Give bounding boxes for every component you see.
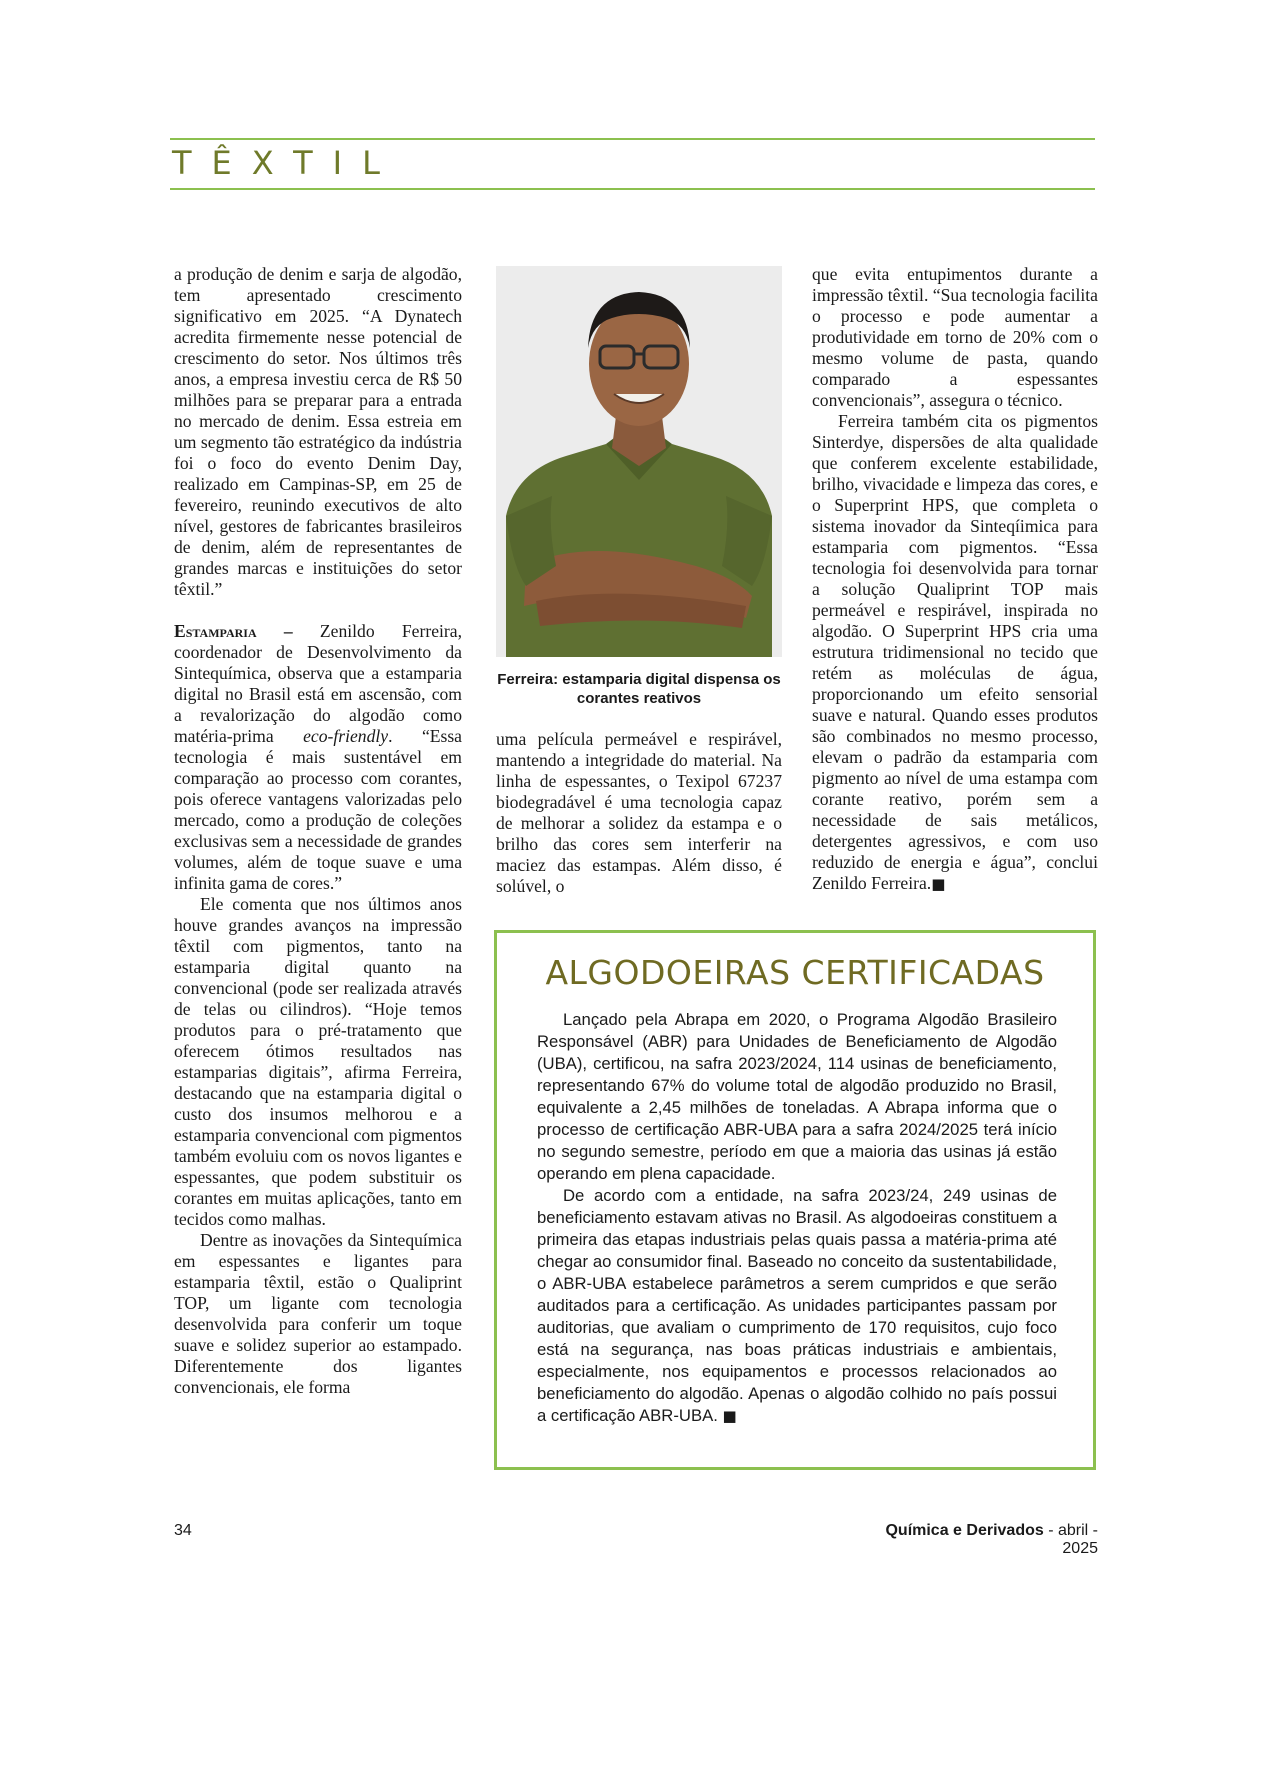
col1-paragraph-1: a produção de denim e sarja de algodão, tem apresentado crescimento significativo em 2025. “A Dynatech acredita firmemente nesse potencial de crescimento do setor. Nos últimos três anos, a empresa investiu cerca de R$ 50 milhões para se preparar para a entrada no mercado de denim. Essa estreia em um segmento tão estratégico da indústria foi o foco do evento Denim Day, realizado em Campinas-SP, em 25 de fevereiro, reunindo executivos de alto nível, gestores de fabricantes brasileiros de denim, além de representantes de grandes marcas e instituições do setor têxtil.” bbox=[174, 264, 462, 599]
end-mark-icon: ■ bbox=[931, 875, 946, 893]
article-column-1 bbox=[174, 264, 462, 1398]
portrait-photo bbox=[496, 266, 782, 657]
portrait-illustration bbox=[496, 266, 782, 657]
box-end-mark-icon: ■ bbox=[722, 1407, 737, 1425]
col1-paragraph-2 bbox=[174, 621, 462, 894]
article-column-2 bbox=[496, 729, 782, 897]
col1-paragraph-3: Ele comenta que nos últimos anos houve grandes avanços na impressão têxtil com pigmentos, tanto na estamparia digital quanto na convencional (pode ser realizada através de telas ou cilindros). “Hoje temos produtos para o pré-tratamento que oferecem ótimos resultados nas estamparias digitais”, afirma Ferreira, destacando que na estamparia digital o custo dos insumos melhorou e a estamparia convencional com pigmentos também evoluiu com os novos ligantes e espessantes, que podem substituir os corantes em muitas aplicações, tanto em tecidos como malhas. bbox=[174, 894, 462, 1229]
sidebar-box-paragraph-2-text: De acordo com a entidade, na safra 2023/24, 249 usinas de beneficiamento estavam ativas no Brasil. As algodoeiras constituem a primeira das etapas industriais pelas quais passa a matéria-prima até chegar ao consumidor final. Baseado no conceito da sustentabilidade, o ABR-UBA estabelece parâmetros a serem cumpridos e que serão auditados para a certificação. As unidades participantes passam por auditorias, que avaliam o cumprimento de 170 requisitos, cujo foco está na segurança, nas boas práticas industriais e ambientais, especialmente, nos equipamentos e processos relacionados ao beneficiamento do algodão. Apenas o algodão colhido no país possui a certificação ABR-UBA. bbox=[537, 1186, 1057, 1425]
sidebar-box bbox=[494, 930, 1096, 1470]
col1-paragraph-2-text-a: Zenildo Ferreira, coordenador de Desenvolvimento da Sintequímica, observa que a estamparia digital no Brasil está em ascensão, com a revalorização do algodão como matéria-prima bbox=[174, 621, 462, 746]
publication-name: Química e Derivados bbox=[885, 1522, 1044, 1539]
col2-paragraph-1: uma película permeável e respirável, mantendo a integridade do material. Na linha de espessantes, o Texipol 67237 biodegradável é uma tecnologia capaz de melhorar a solidez da estampa e o brilho das cores sem interferir na maciez das estampas. Além disso, é solúvel, o bbox=[496, 729, 782, 896]
section-title: TÊXTIL bbox=[172, 144, 400, 182]
subhead-estamparia: Estamparia – bbox=[174, 621, 293, 641]
header-bottom-rule bbox=[170, 188, 1095, 190]
header-top-rule bbox=[170, 138, 1095, 140]
col1-paragraph-2-emphasis: eco-friendly bbox=[303, 726, 389, 746]
article-column-3 bbox=[812, 264, 1098, 895]
sidebar-box-paragraph-2 bbox=[537, 1185, 1057, 1427]
sidebar-box-title: ALGODOEIRAS CERTIFICADAS bbox=[545, 953, 1045, 992]
publication-date: - abril - 2025 bbox=[1043, 1522, 1098, 1557]
publication-footer bbox=[866, 1522, 1098, 1558]
col3-paragraph-2-text: Ferreira também cita os pigmentos Sinterdye, dispersões de alta qualidade que conferem excelente estabilidade, brilho, vivacidade e limpeza das cores, e o Superprint HPS, que completa o sistema inovador da Sinteqíimica para estamparia com pigmentos. “Essa tecnologia foi desenvolvida para tornar a solução Qualiprint TOP mais permeável e respirável, inspirada no algodão. O Superprint HPS cria uma estrutura tridimensional no tecido que retém as moléculas de água, proporcionando um efeito sensorial suave e natural. Quando esses produtos são combinados no mesmo processo, elevam o padrão da estamparia com pigmento ao nível de uma estampa com corante reativo, porém sem a necessidade de sais metálicos, detergentes agressivos, e com uso reduzido de energia e água”, conclui Zenildo Ferreira. bbox=[812, 411, 1098, 893]
col1-paragraph-2-text-b: . “Essa tecnologia é mais sustentável em comparação ao processo com corantes, pois oferece vantagens valorizadas pelo mercado, como a produção de coleções exclusivas sem a necessidade de grandes volumes, além de toque suave e uma infinita gama de cores.” bbox=[174, 726, 462, 893]
page-number: 34 bbox=[174, 1522, 192, 1539]
col3-paragraph-1: que evita entupimentos durante a impressão têxtil. “Sua tecnologia facilita o processo e pode aumentar a produtividade em torno de 20% com o mesmo volume de pasta, quando comparado a espessantes convencionais”, assegura o técnico. bbox=[812, 264, 1098, 410]
col1-paragraph-4: Dentre as inovações da Sintequímica em espessantes e ligantes para estamparia têxtil, estão o Qualiprint TOP, um ligante com tecnologia desenvolvida para conferir um toque suave e solidez superior ao estampado. Diferentemente dos ligantes convencionais, ele forma bbox=[174, 1230, 462, 1397]
photo-caption: Ferreira: estamparia digital dispensa os corantes reativos bbox=[497, 671, 781, 707]
sidebar-box-body bbox=[537, 1009, 1057, 1427]
sidebar-box-paragraph-1: Lançado pela Abrapa em 2020, o Programa Algodão Brasileiro Responsável (ABR) para Unidades de Beneficiamento de Algodão (UBA), certificou, na safra 2023/2024, 114 usinas de beneficiamento, representando 67% do volume total de algodão produzido no Brasil, equivalente a 2,45 milhões de toneladas. A Abrapa informa que o processo de certificação ABR-UBA para a safra 2024/2025 terá início no segundo semestre, período em que a maioria das usinas já estão operando em plena capacidade. bbox=[537, 1010, 1057, 1183]
col3-paragraph-2 bbox=[812, 411, 1098, 895]
